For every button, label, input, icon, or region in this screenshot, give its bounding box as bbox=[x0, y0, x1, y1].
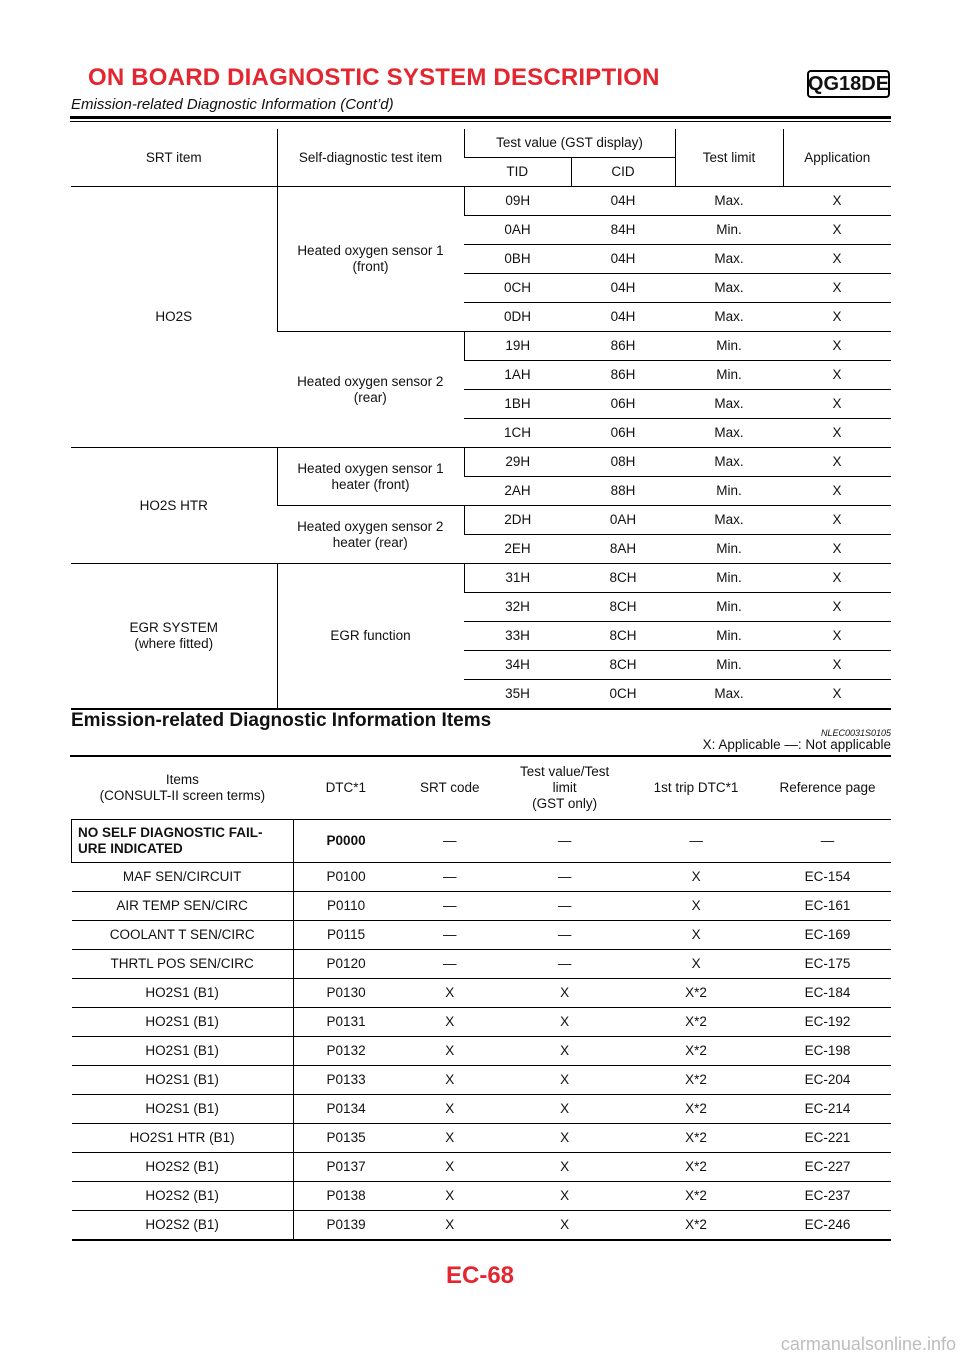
engine-badge: QG18DE bbox=[807, 70, 890, 98]
trip-cell: X*2 bbox=[628, 1211, 764, 1241]
tid-cell: 34H bbox=[464, 651, 571, 680]
dtc-cell: P0110 bbox=[293, 892, 398, 921]
cid-cell: 86H bbox=[571, 361, 675, 390]
limit-cell: Max. bbox=[675, 419, 783, 448]
dtc-cell: P0133 bbox=[293, 1066, 398, 1095]
application-cell: X bbox=[783, 303, 891, 332]
table-row bbox=[71, 564, 891, 593]
srt-cell: — bbox=[398, 950, 501, 979]
application-cell: X bbox=[783, 274, 891, 303]
tv-cell: X bbox=[501, 979, 628, 1008]
limit-cell: Max. bbox=[675, 274, 783, 303]
self-diag-cell: EGR function bbox=[277, 564, 464, 710]
limit-cell: Min. bbox=[675, 622, 783, 651]
header-rule bbox=[70, 116, 891, 119]
tid-cell: 0BH bbox=[464, 245, 571, 274]
self-diag-cell: Heated oxygen sensor 2 (rear) bbox=[277, 332, 464, 448]
tid-cell: 2AH bbox=[464, 477, 571, 506]
header-first-trip: 1st trip DTC*1 bbox=[628, 757, 764, 820]
tv-cell: — bbox=[501, 892, 628, 921]
cid-cell: 86H bbox=[571, 332, 675, 361]
cid-cell: 0CH bbox=[571, 680, 675, 710]
header-test-value-limit: Test value/Test limit (GST only) bbox=[501, 757, 628, 820]
dtc-cell: P0139 bbox=[293, 1211, 398, 1241]
tv-cell: X bbox=[501, 1153, 628, 1182]
header-dtc: DTC*1 bbox=[293, 757, 398, 820]
srt-cell: — bbox=[398, 921, 501, 950]
dtc-cell: P0132 bbox=[293, 1037, 398, 1066]
watermark: carmanualsonline.info bbox=[780, 1334, 956, 1354]
cid-cell: 06H bbox=[571, 419, 675, 448]
item-cell: NO SELF DIAGNOSTIC FAIL- URE INDICATED bbox=[72, 820, 294, 863]
ref-cell: EC-221 bbox=[764, 1124, 891, 1153]
trip-cell: X*2 bbox=[628, 1153, 764, 1182]
section-title: Emission-related Diagnostic Information Items bbox=[71, 710, 492, 731]
ref-cell: EC-227 bbox=[764, 1153, 891, 1182]
item-cell: HO2S2 (B1) bbox=[72, 1182, 294, 1211]
table-row bbox=[72, 1095, 892, 1124]
tv-cell: — bbox=[501, 921, 628, 950]
ref-cell: EC-192 bbox=[764, 1008, 891, 1037]
tv-cell: X bbox=[501, 1008, 628, 1037]
cid-cell: 8CH bbox=[571, 651, 675, 680]
cid-cell: 04H bbox=[571, 187, 675, 216]
tid-cell: 32H bbox=[464, 593, 571, 622]
cid-cell: 04H bbox=[571, 274, 675, 303]
self-diag-cell: Heated oxygen sensor 2 heater (rear) bbox=[277, 506, 464, 564]
header-tid: TID bbox=[464, 158, 571, 187]
dtc-cell: P0120 bbox=[293, 950, 398, 979]
trip-cell: X*2 bbox=[628, 1066, 764, 1095]
tid-cell: 2DH bbox=[464, 506, 571, 535]
srt-cell: — bbox=[398, 892, 501, 921]
application-cell: X bbox=[783, 419, 891, 448]
srt-cell: X bbox=[398, 1153, 501, 1182]
item-cell: THRTL POS SEN/CIRC bbox=[72, 950, 294, 979]
tv-cell: X bbox=[501, 1066, 628, 1095]
tid-cell: 1AH bbox=[464, 361, 571, 390]
section-legend: X: Applicable —: Not applicable bbox=[702, 737, 891, 752]
limit-cell: Min. bbox=[675, 477, 783, 506]
tv-cell: — bbox=[501, 863, 628, 892]
page-subtitle: Emission-related Diagnostic Information (Cont’d) bbox=[71, 96, 394, 113]
limit-cell: Max. bbox=[675, 680, 783, 710]
tid-cell: 1BH bbox=[464, 390, 571, 419]
table-row bbox=[72, 892, 892, 921]
item-cell: HO2S1 HTR (B1) bbox=[72, 1124, 294, 1153]
trip-cell: X*2 bbox=[628, 1037, 764, 1066]
trip-cell: X bbox=[628, 863, 764, 892]
item-cell: COOLANT T SEN/CIRC bbox=[72, 921, 294, 950]
trip-cell: X bbox=[628, 892, 764, 921]
header-srt-item: SRT item bbox=[71, 129, 277, 187]
dtc-cell: P0134 bbox=[293, 1095, 398, 1124]
item-cell: AIR TEMP SEN/CIRC bbox=[72, 892, 294, 921]
cid-cell: 8CH bbox=[571, 564, 675, 593]
limit-cell: Max. bbox=[675, 187, 783, 216]
srt-group-cell: HO2S HTR bbox=[71, 448, 277, 564]
ref-cell: EC-204 bbox=[764, 1066, 891, 1095]
limit-cell: Min. bbox=[675, 593, 783, 622]
application-cell: X bbox=[783, 680, 891, 710]
cid-cell: 06H bbox=[571, 390, 675, 419]
table-row bbox=[72, 1066, 892, 1095]
tv-cell: — bbox=[501, 950, 628, 979]
table-row bbox=[72, 1211, 892, 1241]
table-row bbox=[72, 950, 892, 979]
application-cell: X bbox=[783, 361, 891, 390]
ref-cell: EC-237 bbox=[764, 1182, 891, 1211]
header-rule-thin bbox=[70, 121, 891, 122]
tid-cell: 0CH bbox=[464, 274, 571, 303]
table-row bbox=[72, 979, 892, 1008]
tv-cell: X bbox=[501, 1124, 628, 1153]
srt-cell: — bbox=[398, 863, 501, 892]
application-cell: X bbox=[783, 245, 891, 274]
dtc-cell: P0000 bbox=[293, 820, 398, 863]
application-cell: X bbox=[783, 448, 891, 477]
application-cell: X bbox=[783, 390, 891, 419]
dtc-cell: P0115 bbox=[293, 921, 398, 950]
application-cell: X bbox=[783, 477, 891, 506]
tid-cell: 33H bbox=[464, 622, 571, 651]
header-items: Items (CONSULT-II screen terms) bbox=[72, 757, 294, 820]
header-test-value: Test value (GST display) bbox=[464, 129, 675, 158]
tv-cell: X bbox=[501, 1211, 628, 1241]
application-cell: X bbox=[783, 564, 891, 593]
dtc-cell: P0100 bbox=[293, 863, 398, 892]
ref-cell: EC-214 bbox=[764, 1095, 891, 1124]
tv-cell: — bbox=[501, 820, 628, 863]
table-row bbox=[72, 1153, 892, 1182]
limit-cell: Max. bbox=[675, 245, 783, 274]
ref-cell: EC-161 bbox=[764, 892, 891, 921]
cid-cell: 8AH bbox=[571, 535, 675, 564]
cid-cell: 08H bbox=[571, 448, 675, 477]
header-test-limit: Test limit bbox=[675, 129, 783, 187]
trip-cell: X*2 bbox=[628, 1095, 764, 1124]
srt-test-table bbox=[71, 129, 891, 710]
trip-cell: X*2 bbox=[628, 1124, 764, 1153]
trip-cell: X*2 bbox=[628, 1008, 764, 1037]
limit-cell: Max. bbox=[675, 506, 783, 535]
application-cell: X bbox=[783, 651, 891, 680]
tid-cell: 09H bbox=[464, 187, 571, 216]
srt-cell: — bbox=[398, 820, 501, 863]
trip-cell: — bbox=[628, 820, 764, 863]
cid-cell: 0AH bbox=[571, 506, 675, 535]
item-cell: HO2S2 (B1) bbox=[72, 1153, 294, 1182]
ref-cell: EC-198 bbox=[764, 1037, 891, 1066]
ref-cell: EC-154 bbox=[764, 863, 891, 892]
trip-cell: X bbox=[628, 921, 764, 950]
srt-cell: X bbox=[398, 979, 501, 1008]
tv-cell: X bbox=[501, 1182, 628, 1211]
item-cell: HO2S1 (B1) bbox=[72, 1037, 294, 1066]
tid-cell: 31H bbox=[464, 564, 571, 593]
limit-cell: Max. bbox=[675, 303, 783, 332]
table-row bbox=[72, 820, 892, 863]
item-cell: HO2S1 (B1) bbox=[72, 1095, 294, 1124]
dtc-cell: P0131 bbox=[293, 1008, 398, 1037]
tv-cell: X bbox=[501, 1037, 628, 1066]
limit-cell: Min. bbox=[675, 651, 783, 680]
tid-cell: 2EH bbox=[464, 535, 571, 564]
trip-cell: X*2 bbox=[628, 1182, 764, 1211]
limit-cell: Min. bbox=[675, 535, 783, 564]
header-self-diag: Self-diagnostic test item bbox=[277, 129, 464, 187]
tv-cell: X bbox=[501, 1095, 628, 1124]
application-cell: X bbox=[783, 622, 891, 651]
header-reference: Reference page bbox=[764, 757, 891, 820]
table-row bbox=[72, 921, 892, 950]
table-row bbox=[72, 1182, 892, 1211]
table-row bbox=[72, 1124, 892, 1153]
tid-cell: 0DH bbox=[464, 303, 571, 332]
item-cell: MAF SEN/CIRCUIT bbox=[72, 863, 294, 892]
diag-items-table bbox=[71, 757, 891, 1241]
item-cell: HO2S1 (B1) bbox=[72, 1066, 294, 1095]
cid-cell: 84H bbox=[571, 216, 675, 245]
application-cell: X bbox=[783, 216, 891, 245]
table-row bbox=[72, 1037, 892, 1066]
tid-cell: 29H bbox=[464, 448, 571, 477]
application-cell: X bbox=[783, 593, 891, 622]
dtc-cell: P0138 bbox=[293, 1182, 398, 1211]
limit-cell: Min. bbox=[675, 216, 783, 245]
dtc-cell: P0130 bbox=[293, 979, 398, 1008]
cid-cell: 8CH bbox=[571, 622, 675, 651]
ref-cell: — bbox=[764, 820, 891, 863]
srt-group-cell: EGR SYSTEM (where fitted) bbox=[71, 564, 277, 710]
srt-group-cell: HO2S bbox=[71, 187, 277, 448]
application-cell: X bbox=[783, 506, 891, 535]
srt-cell: X bbox=[398, 1095, 501, 1124]
table-row bbox=[72, 1008, 892, 1037]
tid-cell: 19H bbox=[464, 332, 571, 361]
self-diag-cell: Heated oxygen sensor 1 heater (front) bbox=[277, 448, 464, 506]
application-cell: X bbox=[783, 187, 891, 216]
srt-cell: X bbox=[398, 1066, 501, 1095]
page-title: ON BOARD DIAGNOSTIC SYSTEM DESCRIPTION bbox=[88, 64, 660, 91]
ref-cell: EC-169 bbox=[764, 921, 891, 950]
header-cid: CID bbox=[571, 158, 675, 187]
limit-cell: Min. bbox=[675, 564, 783, 593]
srt-cell: X bbox=[398, 1008, 501, 1037]
srt-cell: X bbox=[398, 1182, 501, 1211]
self-diag-cell: Heated oxygen sensor 1 (front) bbox=[277, 187, 464, 332]
limit-cell: Max. bbox=[675, 448, 783, 477]
limit-cell: Min. bbox=[675, 332, 783, 361]
header-srt-code: SRT code bbox=[398, 757, 501, 820]
limit-cell: Min. bbox=[675, 361, 783, 390]
tid-cell: 1CH bbox=[464, 419, 571, 448]
cid-cell: 88H bbox=[571, 477, 675, 506]
page-number: EC-68 bbox=[445, 1262, 515, 1289]
item-cell: HO2S2 (B1) bbox=[72, 1211, 294, 1241]
limit-cell: Max. bbox=[675, 390, 783, 419]
srt-cell: X bbox=[398, 1037, 501, 1066]
srt-cell: X bbox=[398, 1211, 501, 1241]
tid-cell: 35H bbox=[464, 680, 571, 710]
header-application: Application bbox=[783, 129, 891, 187]
dtc-cell: P0135 bbox=[293, 1124, 398, 1153]
application-cell: X bbox=[783, 535, 891, 564]
ref-cell: EC-175 bbox=[764, 950, 891, 979]
cid-cell: 8CH bbox=[571, 593, 675, 622]
cid-cell: 04H bbox=[571, 303, 675, 332]
table-row bbox=[71, 448, 891, 477]
ref-cell: EC-246 bbox=[764, 1211, 891, 1241]
trip-cell: X*2 bbox=[628, 979, 764, 1008]
trip-cell: X bbox=[628, 950, 764, 979]
table-row bbox=[71, 187, 891, 216]
tid-cell: 0AH bbox=[464, 216, 571, 245]
application-cell: X bbox=[783, 332, 891, 361]
table-row bbox=[72, 863, 892, 892]
dtc-cell: P0137 bbox=[293, 1153, 398, 1182]
item-cell: HO2S1 (B1) bbox=[72, 1008, 294, 1037]
ref-cell: EC-184 bbox=[764, 979, 891, 1008]
srt-cell: X bbox=[398, 1124, 501, 1153]
cid-cell: 04H bbox=[571, 245, 675, 274]
item-cell: HO2S1 (B1) bbox=[72, 979, 294, 1008]
section-code: NLEC0031S0105 bbox=[820, 728, 891, 738]
